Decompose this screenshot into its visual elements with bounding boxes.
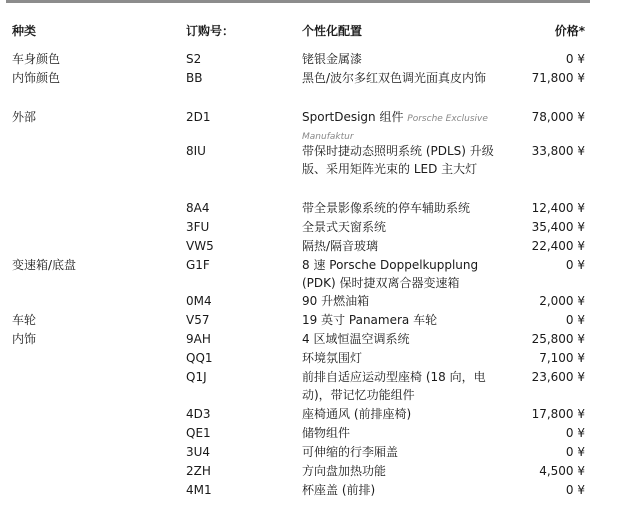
row-price: 7,100 ¥	[539, 351, 585, 365]
row-config: 前排自适应运动型座椅 (18 向，电动)，带记忆功能组件	[302, 370, 486, 402]
row-config: 杯座盖 (前排)	[302, 483, 376, 497]
row-config: 带全景影像系统的停车辅助系统	[302, 201, 471, 215]
row-code: G1F	[186, 258, 210, 272]
row-code: 9AH	[186, 332, 211, 346]
row-code: 3FU	[186, 220, 210, 234]
row-config-text: SportDesign 组件	[302, 110, 404, 124]
row-config: 带保时捷动态照明系统 (PDLS) 升级版、采用矩阵光束的 LED 主大灯	[302, 144, 494, 176]
row-price: 0 ¥	[565, 313, 585, 327]
row-code: 8IU	[186, 144, 206, 158]
row-category: 变速箱/底盘	[12, 258, 77, 272]
header-code: 订购号：	[186, 24, 235, 38]
row-code: 3U4	[186, 445, 211, 459]
row-code: BB	[186, 71, 203, 85]
row-config: 4 区域恒温空调系统	[302, 332, 410, 346]
row-price: 17,800 ¥	[531, 407, 585, 421]
row-code: 4D3	[186, 407, 211, 421]
row-price: 0 ¥	[565, 52, 585, 66]
row-price: 25,800 ¥	[531, 332, 585, 346]
row-category: 车轮	[12, 313, 37, 327]
row-config: 隔热/隔音玻璃	[302, 239, 379, 253]
row-code: S2	[186, 52, 202, 66]
row-config: 全景式天窗系统	[302, 220, 387, 234]
row-price: 12,400 ¥	[531, 201, 585, 215]
row-code: 4M1	[186, 483, 212, 497]
row-category: 内饰颜色	[12, 71, 61, 85]
top-rule	[6, 0, 590, 3]
table-header	[0, 22, 617, 40]
row-config: 环境氛围灯	[302, 351, 363, 365]
row-price: 0 ¥	[565, 445, 585, 459]
row-price: 33,800 ¥	[531, 144, 585, 158]
exclusive-note: Porsche Exclusive Manufaktur	[302, 114, 488, 142]
row-config: 19 英寸 Panamera 车轮	[302, 313, 438, 327]
row-code: 8A4	[186, 201, 210, 215]
row-code: 0M4	[186, 294, 212, 308]
row-price: 23,600 ¥	[531, 370, 585, 384]
row-price: 0 ¥	[565, 483, 585, 497]
row-code: VW5	[186, 239, 214, 253]
row-config: 储物组件	[302, 426, 351, 440]
row-price: 22,400 ¥	[531, 239, 585, 253]
header-config: 个性化配置	[302, 24, 363, 38]
row-config: 黑色/波尔多红双色调光面真皮内饰	[302, 71, 487, 85]
row-config	[302, 108, 502, 144]
row-code: QE1	[186, 426, 211, 440]
header-price: 价格*	[554, 24, 585, 38]
row-category: 车身颜色	[12, 52, 61, 66]
row-price: 78,000 ¥	[531, 110, 585, 124]
row-config: 铑银金属漆	[302, 52, 363, 66]
row-price: 4,500 ¥	[539, 464, 585, 478]
row-price: 35,400 ¥	[531, 220, 585, 234]
row-config: 可伸缩的行李厢盖	[302, 445, 399, 459]
row-code: V57	[186, 313, 210, 327]
header-category: 种类	[12, 24, 37, 38]
row-config: 90 升燃油箱	[302, 294, 370, 308]
row-code: 2D1	[186, 110, 211, 124]
row-price: 0 ¥	[565, 426, 585, 440]
row-code: Q1J	[186, 370, 207, 384]
row-code: QQ1	[186, 351, 213, 365]
row-config: 方向盘加热功能	[302, 464, 387, 478]
row-code: 2ZH	[186, 464, 211, 478]
row-price: 0 ¥	[565, 258, 585, 272]
row-price: 71,800 ¥	[531, 71, 585, 85]
row-category: 外部	[12, 110, 37, 124]
row-price: 2,000 ¥	[539, 294, 585, 308]
row-config: 8 速 Porsche Doppelkupplung (PDK) 保时捷双离合器变速箱	[302, 258, 479, 290]
row-config: 座椅通风 (前排座椅)	[302, 407, 412, 421]
row-category: 内饰	[12, 332, 37, 346]
